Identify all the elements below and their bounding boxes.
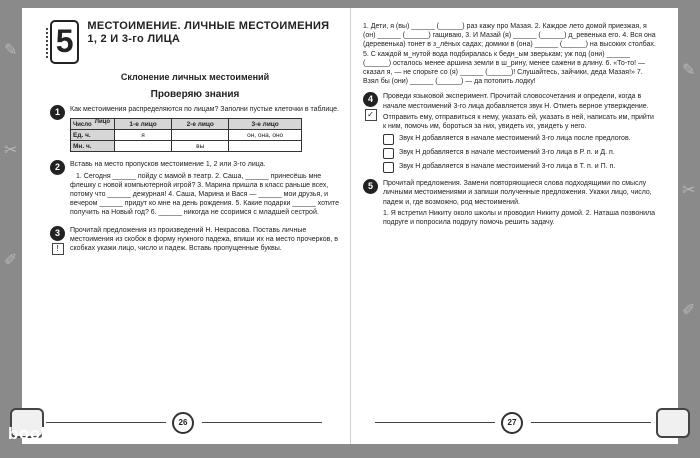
option-label: Звук Н добавляется в начале местоимений 3-го лица в Р. п. и Д. п. [399, 149, 615, 157]
exercise-text: Прочитай предложения. Замени повторяющиеся слова подходящими по смыслу личными местоимениями и запиши полученные предложения. Укажи лицо, число, падеж и, где возможно, род местоимений. [383, 180, 652, 206]
table-cell[interactable] [115, 141, 172, 152]
exclamation-icon: ! [52, 243, 64, 255]
unit-number: 5 [50, 20, 79, 64]
checkbox[interactable] [383, 148, 394, 159]
exercise-number: 2 [50, 160, 65, 175]
table-cell: вы [172, 141, 229, 152]
option-row[interactable] [383, 134, 658, 145]
table-corner: Лицо Число [71, 119, 115, 130]
option-row[interactable] [383, 148, 658, 159]
table-cell[interactable] [229, 141, 302, 152]
checkbox[interactable] [383, 162, 394, 173]
exercise-1 [50, 105, 340, 154]
exercise-number: 3 [50, 226, 65, 241]
exercise-story: 1. Сегодня ______ пойду с мамой в театр. 2. Саша, ______ принесёшь мне флешку с новой компьютерной игрой? 3. Марина пришла в класс раньше всех, потому что ______ дежурная! 4. Саша, Марина и Вася — ______ мои друзья, и вечером ______ придут ко мне на день рождения. 5. Какие подарки ______ хотите получить на Новый год? 6. ______ никогда не ссоримся с младшей сестрой. [70, 172, 339, 217]
exercise-3 [50, 226, 340, 256]
unit-title: МЕСТОИМЕНИЕ. ЛИЧНЫЕ МЕСТОИМЕНИЯ 1, 2 И 3-го ЛИЦА [87, 20, 330, 45]
exercise-text: Вставь на место пропусков местоимение 1, 2 или 3-го лица. [70, 161, 266, 169]
page-number: 26 [172, 412, 194, 434]
exercise-text: Проведи языковой эксперимент. Прочитай словосочетания и определи, когда в начале местоимений 3-го лица добавляется звук Н. Отметь верное утверждение. [383, 93, 649, 110]
exercise-text: Как местоимения распределяются по лицам? Заполни пустые клеточки в таблице. [70, 106, 339, 114]
page-number: 27 [501, 412, 523, 434]
doodle-icon: ✂ [682, 182, 696, 199]
checkmark-icon: ✓ [365, 109, 377, 121]
doodle-icon: ✎ [4, 42, 18, 59]
section-subtitle: Проверяю знания [150, 89, 240, 100]
left-page [22, 8, 350, 444]
section-title: Склонение личных местоимений [120, 72, 270, 82]
pronoun-table [70, 118, 302, 152]
option-label: Звук Н добавляется в начале местоимений 3-го лица в Т. п. и П. п. [399, 163, 616, 171]
unit-header [50, 20, 340, 64]
doodle-icon: ✂ [4, 142, 18, 159]
checkbox[interactable] [383, 134, 394, 145]
table-cell: он, она, оно [229, 130, 302, 141]
exercise-4 [363, 92, 658, 173]
exercise-5 [363, 179, 658, 229]
backpack-icon [656, 408, 690, 438]
table-cell: я [115, 130, 172, 141]
table-row: Ед. ч. я он, она, оно [71, 130, 302, 141]
option-label: Звук Н добавляется в начале местоимений 3-го лица после предлогов. [399, 135, 631, 143]
book-spread [22, 8, 678, 444]
table-header: 3-е лицо [229, 119, 302, 130]
table-row: Мн. ч. вы [71, 141, 302, 152]
table-header: 1-е лицо [115, 119, 172, 130]
doodle-icon: ✐ [4, 252, 18, 269]
table-header: 2-е лицо [172, 119, 229, 130]
exercise-number: 4 [363, 92, 378, 107]
exercise-text: Прочитай предложения из произведений Н. Некрасова. Поставь личные местоимения из скобок в форму нужного падежа, впиши их на место прочерков, в скобках укажи лицо, число и падеж. Вставь пропущенные буквы. [70, 226, 338, 253]
doodle-icon: ✎ [682, 62, 696, 79]
exercise-phrases: Отправить ему, отправиться к нему, указать ей, указать в ней, написать им, прийти к ним, помочь им, бороться за них, увидеть их, увидеть у него. [383, 113, 654, 131]
doodle-icon: ✐ [682, 302, 696, 319]
right-page [350, 8, 678, 444]
exercise-sentences: 1. Я встретил Никиту около школы и проводил Никиту домой. 2. Наташа позвонила подруге и попросила подругу помочь решить задачу. [383, 209, 655, 227]
option-row[interactable] [383, 162, 658, 173]
exercise-3-continuation: 1. Дети, я (вы) ______ (______) раз кажу про Мазая. 2. Каждое лето домой приезжая, я (он) ______ (______) гащиваю, 3. И Мазай (я) ______ (______) д_ревенька его. 4. Вся она (деревенька) тонет в з_лёных садах; домики в (она) ______ (______) на высоких столбах. 5. С каждой м_нутой вода подбиралась к бедн_ым зверькам; уж под (они) ______ (______) осталось менее аршина земли в ш_рину, менее сажени в длину. 6. «То-то! — сказал я, — не спорьте со (я) ______ (______)! Слушайтесь, зайчики, деда Мазая!» 7. Взял бы (они) ______ (______) — да потопить лодку! [363, 23, 656, 86]
watermark: bookclub.by [8, 424, 114, 443]
exercise-number: 5 [363, 179, 378, 194]
exercise-2 [50, 160, 340, 219]
exercise-number: 1 [50, 105, 65, 120]
table-cell[interactable] [172, 130, 229, 141]
